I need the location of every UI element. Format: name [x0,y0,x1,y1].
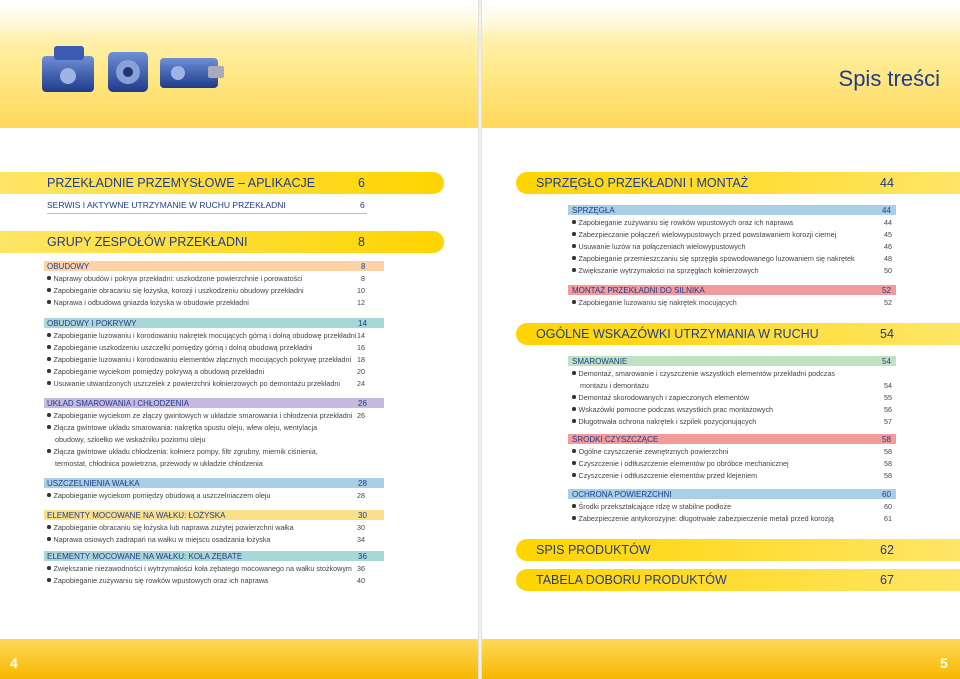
page-ref: 6 [358,176,365,190]
page-ref: 14 [357,331,365,340]
toc-item[interactable]: Zwiększanie wytrzymałości na sprzęgłach kołnierzowych [572,266,759,275]
toc-item[interactable]: Zapobieganie zużywaniu się rowków wpustowych oraz ich naprawa [572,218,793,227]
page-ref: 8 [358,235,365,249]
toc-entry-serwis[interactable]: SERWIS I AKTYWNE UTRZYMANIE W RUCHU PRZEKŁADNI [47,200,286,210]
toc-item[interactable]: Naprawy obudów i pokryw przekładni: uszkodzone powierzchnie i porowatości [47,274,302,283]
page-ref: 52 [882,286,891,295]
subsection-title-smarowanie[interactable]: UKŁAD SMAROWANIA I CHŁODZENIA [47,399,189,408]
subsection-bar-obudowy [44,261,384,271]
divider [47,213,367,214]
toc-item[interactable]: Wskazówki pomocne podczas wszystkich prac montażowych [572,405,773,414]
toc-item[interactable]: Złącza gwintowe układu smarowania: nakrętka spustu oleju, wlew oleju, wentylacja [47,423,317,432]
page-ref: 48 [884,254,892,263]
page-ref: 60 [884,502,892,511]
toc-item[interactable]: Usuwanie utwardzonych uszczelek z powierzchni kołnierzowych po demontażu przekładni [47,379,340,388]
toc-item[interactable]: Zapobieganie luzowaniu i korodowaniu nakrętek mocujących górną i dolną obudowę przekładni [47,331,356,340]
page-ref: 50 [884,266,892,275]
page-ref: 28 [357,491,365,500]
section-title-ogolne[interactable]: OGÓLNE WSKAZÓWKI UTRZYMANIA W RUCHU [536,327,819,341]
page-ref: 67 [880,573,894,587]
page-ref: 58 [884,471,892,480]
toc-item[interactable]: Długotrwała ochrona nakrętek i szpilek pozycjonujących [572,417,756,426]
page-ref: 45 [884,230,892,239]
toc-item[interactable]: Zwiększanie niezawodności i wytrzymałości koła zębatego mocowanego na wałku stożkowym [47,564,352,573]
subsection-title-lozyska[interactable]: ELEMENTY MOCOWANE NA WAŁKU: ŁOŻYSKA [47,511,226,520]
section-title-tabela[interactable]: TABELA DOBORU PRODUKTÓW [536,573,727,587]
toc-item[interactable]: Usuwanie luzów na połączeniach wielowypustowych [572,242,746,251]
page-ref: 8 [361,262,366,271]
page-ref: 8 [361,274,365,283]
page-ref: 16 [357,343,365,352]
toc-item[interactable]: Naprawa osiowych zadrapań na wałku w miejscu osadzania łożyska [47,535,270,544]
toc-item[interactable]: Demontaż, smarowanie i czyszczenie wszystkich elementów przekładni podczas [572,369,835,378]
subsection-title-uszczelnienia[interactable]: USZCZELNIENIA WAŁKA [47,479,140,488]
section-title-spis[interactable]: SPIS PRODUKTÓW [536,543,651,557]
toc-item-continuation: montażu i demontażu [580,381,649,390]
page-ref: 46 [884,242,892,251]
page-ref: 60 [882,490,891,499]
section-title-grupy[interactable]: GRUPY ZESPOŁÓW PRZEKŁADNI [47,235,248,249]
page-ref: 55 [884,393,892,402]
page-ref: 20 [357,367,365,376]
toc-item[interactable]: Czyszczenie i odtłuszczenie elementów przed klejeniem [572,471,757,480]
toc-item[interactable]: Środki przekształcające rdzę w stabilne podłoże [572,502,731,511]
page-ref: 40 [357,576,365,585]
page-ref: 18 [357,355,365,364]
page-ref: 57 [884,417,892,426]
page-ref: 56 [884,405,892,414]
toc-item[interactable]: Złącza gwintowe układu chłodzenia: kołnierz pompy, filtr zgrubny, miernik ciśnienia, [47,447,318,456]
page-title: Spis treści [838,66,940,91]
toc-item[interactable]: Zapobieganie przemieszczaniu się sprzęgła spowodowanego luzowaniem się nakrętek [572,254,855,263]
page-ref: 26 [357,411,365,420]
toc-item[interactable]: Zapobieganie wyciekom ze złączy gwintowych w układzie smarowania i chłodzenia przekładni [47,411,352,420]
page-ref: 12 [357,298,365,307]
toc-item[interactable]: Zapobieganie uszkodzeniu uszczelki pomiędzy górną i dolną obudową przekładni [47,343,312,352]
page-ref: 62 [880,543,894,557]
toc-item[interactable]: Demontaż skorodowanych i zapieczonych elementów [572,393,749,402]
page-ref: 58 [882,435,891,444]
subsection-bar-sprzegla [568,205,896,215]
page-ref: 58 [884,459,892,468]
toc-item[interactable]: Czyszczenie i odtłuszczenie elementów po obróbce mechanicznej [572,459,789,468]
gearbox-image [38,38,228,102]
toc-item[interactable]: Naprawa i odbudowa gniazda łożyska w obudowie przekładni [47,298,249,307]
toc-item[interactable]: Zapobieganie luzowaniu się nakrętek mocujących [572,298,737,307]
page-ref: 30 [357,523,365,532]
page-ref: 44 [884,218,892,227]
page-ref: 36 [358,552,367,561]
page-ref: 58 [884,447,892,456]
toc-item[interactable]: Ogólne czyszczenie zewnętrznych powierzchni [572,447,728,456]
page-ref: 14 [358,319,367,328]
subsection-title-montaz[interactable]: MONTAŻ PRZEKŁADNI DO SILNIKA [572,286,705,295]
toc-item[interactable]: Zapobieganie wyciekom pomiędzy pokrywą a obudową przekładni [47,367,264,376]
section-title-sprzeglo[interactable]: SPRZĘGŁO PRZEKŁADNI I MONTAŻ [536,176,749,190]
subsection-title-obudowy[interactable]: OBUDOWY [47,262,90,271]
page-ref: 34 [357,535,365,544]
subsection-title-pokrywy[interactable]: OBUDOWY I POKRYWY [47,319,137,328]
page-ref: 54 [882,357,891,366]
toc-item-continuation: termostat, chłodnica powietrzna, przewody w układzie chłodzenia [55,459,263,468]
page-ref: 26 [358,399,367,408]
toc-item[interactable]: Zapobieganie obracaniu się łożyska lub naprawa zużytej powierzchni wałka [47,523,294,532]
subsection-title-sprzegla[interactable]: SPRZĘGŁA [572,206,615,215]
toc-item[interactable]: Zabezpieczenie antykorozyjne: długotrwałe zabezpieczenie metali przed korozją [572,514,834,523]
page-number-right: 5 [940,655,948,671]
page-ref: 10 [357,286,365,295]
section-title-aplikacje[interactable]: PRZEKŁADNIE PRZEMYSŁOWE – APLIKACJE [47,176,316,190]
page-fold [478,0,482,679]
page-ref: 28 [358,479,367,488]
page-ref: 44 [880,176,894,190]
subsection-title-ochrona[interactable]: OCHRONA POWIERZCHNI [572,490,672,499]
toc-item[interactable]: Zapobieganie luzowaniu i korodowaniu elementów złącznych mocujących pokrywę przekładni [47,355,351,364]
page-number-left: 4 [10,655,18,671]
page-ref: 54 [880,327,894,341]
page-ref: 24 [357,379,365,388]
page-ref: 44 [882,206,891,215]
toc-item[interactable]: Zabezpieczanie połączeń wielowypustowych przed powstawaniem korozji ciernej [572,230,836,239]
page-ref: 61 [884,514,892,523]
page-ref: 52 [884,298,892,307]
subsection-title-czyszczace[interactable]: ŚRODKI CZYSZCZĄCE [572,435,659,444]
subsection-title-smar[interactable]: SMAROWANIE [572,357,628,366]
toc-item[interactable]: Zapobieganie wyciekom pomiędzy obudową a uszczelniaczem oleju [47,491,270,500]
page-ref: 36 [357,564,365,573]
toc-item-continuation: obudowy, szkiełko we wskaźniku poziomu oleju [55,435,206,444]
page-ref: 6 [360,200,365,210]
subsection-title-kola[interactable]: ELEMENTY MOCOWANE NA WAŁKU: KOŁA ZĘBATE [47,552,243,561]
toc-item[interactable]: Zapobieganie zużywaniu się rowków wpustowych oraz ich naprawa [47,576,268,585]
page-ref: 30 [358,511,367,520]
page-ref: 54 [884,381,892,390]
toc-item[interactable]: Zapobieganie obracaniu się łożyska, korozji i uszkodzeniu obudowy przekładni [47,286,304,295]
